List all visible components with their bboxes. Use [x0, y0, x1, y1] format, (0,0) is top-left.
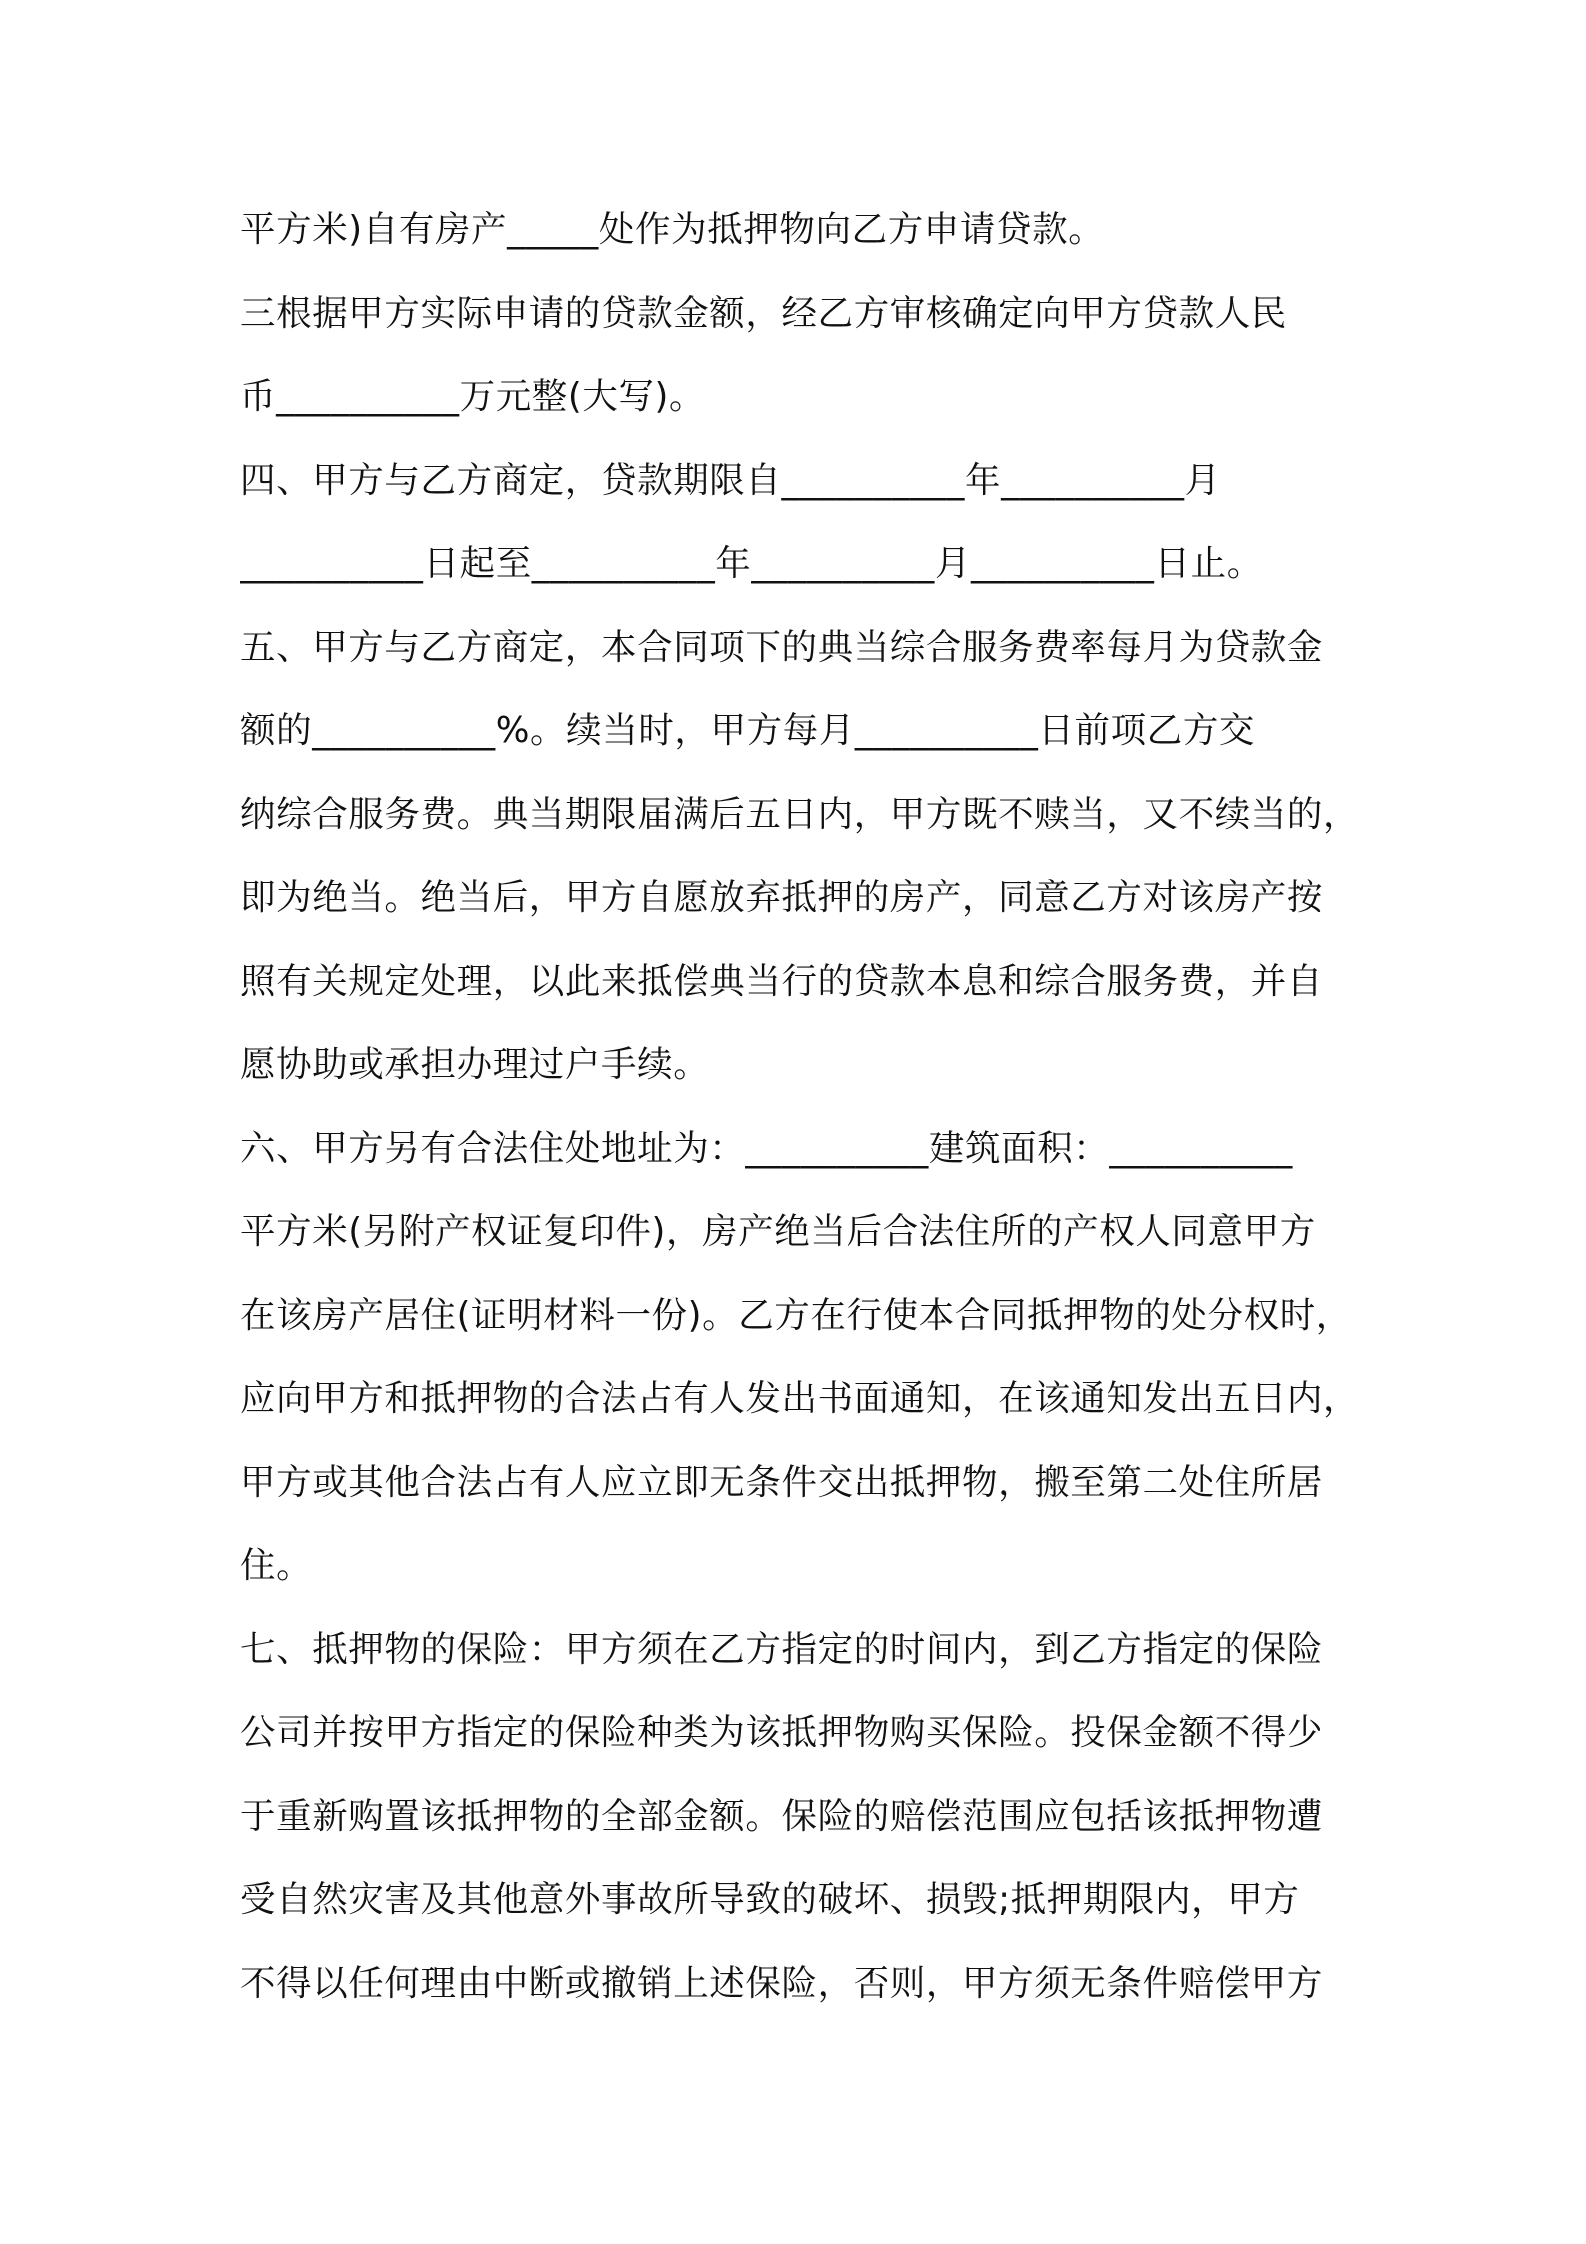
text-line: 平方米)自有房产_____处作为抵押物向乙方申请贷款。: [240, 209, 1105, 250]
contract-text: [240, 188, 1370, 2025]
text-line: 甲方或其他合法占有人应立即无条件交出抵押物，搬至第二处住所居: [240, 1461, 1324, 1503]
text-line: 受自然灾害及其他意外事故所导致的破坏、损毁;抵押期限内，甲方: [240, 1879, 1300, 1920]
text-line: 在该房产居住(证明材料一份)。乙方在行使本合同抵押物的处分权时，: [240, 1294, 1352, 1336]
text-line: 照有关规定处理，以此来抵偿典当行的贷款本息和综合服务费，并自: [240, 960, 1324, 1002]
text-line: 平方米(另附产权证复印件)，房产绝当后合法住所的产权人同意甲方: [240, 1211, 1316, 1252]
text-line: 不得以任何理由中断或撤销上述保险，否则，甲方须无条件赔偿甲方: [240, 1962, 1324, 2004]
text-line: 纳综合服务费。典当期限届满后五日内，甲方既不赎当，又不续当的，: [240, 793, 1360, 835]
text-line: 币__________万元整(大写)。: [240, 376, 706, 417]
text-line: 四、甲方与乙方商定，贷款期限自__________年__________月: [240, 459, 1221, 501]
text-line: 于重新购置该抵押物的全部金额。保险的赔偿范围应包括该抵押物遭: [240, 1795, 1324, 1837]
text-line: 额的__________%。续当时，甲方每月__________日前项乙方交: [240, 710, 1256, 751]
text-line: 三根据甲方实际申请的贷款金额，经乙方审核确定向甲方贷款人民: [240, 292, 1287, 334]
text-line: 即为绝当。绝当后，甲方自愿放弃抵押的房产，同意乙方对该房产按: [240, 877, 1324, 918]
text-line: __________日起至__________年__________月__________日止。: [240, 543, 1263, 584]
text-line: 五、甲方与乙方商定，本合同项下的典当综合服务费率每月为贷款金: [240, 626, 1324, 668]
text-line: 住。: [240, 1545, 313, 1586]
text-line: 愿协助或承担办理过户手续。: [240, 1044, 710, 1085]
text-line: 六、甲方另有合法住处地址为：__________建筑面积：__________: [240, 1127, 1293, 1169]
text-line: 七、抵押物的保险：甲方须在乙方指定的时间内，到乙方指定的保险: [240, 1628, 1324, 1670]
text-line: 应向甲方和抵押物的合法占有人发出书面通知，在该通知发出五日内，: [240, 1378, 1360, 1419]
text-line: 公司并按甲方指定的保险种类为该抵押物购买保险。投保金额不得少: [240, 1712, 1324, 1753]
